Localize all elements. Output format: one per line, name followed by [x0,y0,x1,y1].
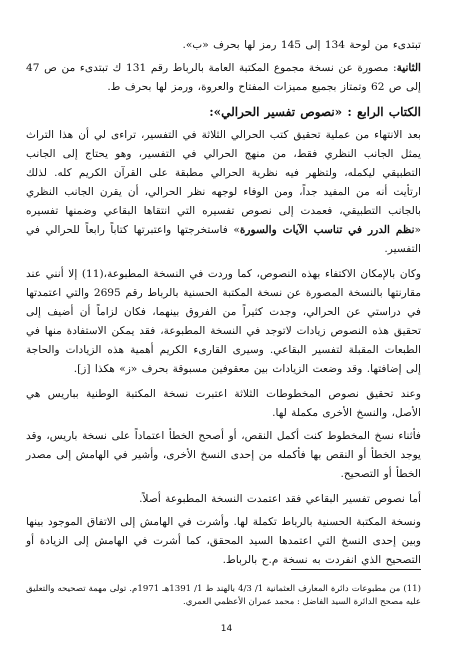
paragraph-introduction [26,126,421,259]
footnote-divider [291,569,421,570]
section-title: الكتاب الرابع : «نصوص تفسير الحرالي»: [209,105,421,119]
second-copy-label: الثانية [396,62,421,74]
paragraph-hasaniya-copy: ونسخة المكتبة الحسنية بالرباط تكملة لها. وأشرت في الهامش إلى الاتفاق الموجود بينها وبين إحدى النسخ التي اعتمدها السيد المحقق، كما أشرت في الهامش إلى الزيادة أو التصحيح الذي انفردت به نسخة م.ح بالرباط. [26,516,421,566]
paragraph-manuscript-b: تبتدىء من لوحة 134 إلى 145 رمز لها بحرف «ب». [182,39,421,51]
second-copy-text: : مصورة عن نسخة مجموع المكتبة العامة بالرباط رقم 131 ك تبتدىء من ص 47 إلى ص 62 وتمتاز بجميع مميزات المفتاح والعروة، ورمز لها بحرف ط. [26,62,421,93]
intro-text-start: بعد الانتهاء من عملية تحقيق كتب الحرالي الثلاثة في التفسير، تراءى لي أن هذا التراث يمثل الجانب النظري فقط، من منهج الحرالي في التفسير، وهو يحتاج إلى الجانب التطبيقي ليكمله، ولتظهر فيه نظرية الحرالي مطبقة على القرآن الكريم كله. لذلك ارتأيت أنه من المفيد جداً، ومن الوفاء لوجهه نظر الحرالي، أن يقرن الجانب النظري بالجانب التطبيقي، فعمدت إلى نصوص تفسيره التي انتقاها البقاعي وضمنها تفسيره « [26,129,421,236]
intro-text-end: » فاستخرجتها واعتبرتها كتاباً رابعاً للحرالي في التفسير. [26,224,421,255]
paragraph-second-copy [26,59,421,97]
intro-book-title: نظم الدرر في تناسب الآيات والسورة [239,224,415,236]
paragraph-comparison: وكان بالإمكان الاكتفاء بهذه النصوص، كما وردت في النسخة المطبوعة،(11) إلا أنني عند مقارنتها بالنسخة المصورة عن نسخة المكتبة الحسنية بالرباط رقم 2695 والتي اعتمدتها في دراستي عن الحرالي، وجدت كثيراً من الفروق بينهما، فكان لزاماً أن أضيف إلى تحقيق هذه النصوص زيادات لاتوجد في النسخة المطبوعة، فقد يمكن الاستفادة منها في الطبعات المقبلة لتفسير البقاعي. وسيرى القارىء الكريم أهمية هذه الزيادات والحاجة إلى إضافتها. وقد وضعت الزيادات بين معقوفين مسبوقة بحرف «ز» هكذا [ز]. [26,268,421,375]
paragraph-base-copy: وعند تحقيق نصوص المخطوطات الثلاثة اعتبرت نسخة المكتبة الوطنية بباريس هي الأصل، والنسخ الأخرى مكملة لها. [26,388,421,419]
paragraph-printed-base: أما نصوص تفسير البقاعي فقد اعتمدت النسخة المطبوعة أصلاً. [139,493,421,505]
footnote: (11) من مطبوعات دائرة المعارف العثمانية 1/ 4/3 بالهند ط 1/ 1391هـ 1971م. تولى مهمة تصحيحه والتعليق عليه مصحح الدائرة السيد الفاضل : محمد عمران الأعظمي العمري. [26,583,421,607]
page-number: 14 [220,624,233,634]
paragraph-copying-method: فأثناء نسخ المخطوط كنت أكمل النقص، أو أصحح الخطأ اعتماداً على نسخة باريس، وقد يوجد الخطأ أو النقص بها فأكمله من إحدى النسخ الأخرى، وأشير في الهامش إلى مصدر الخطأ أو التصحيح. [26,430,421,480]
